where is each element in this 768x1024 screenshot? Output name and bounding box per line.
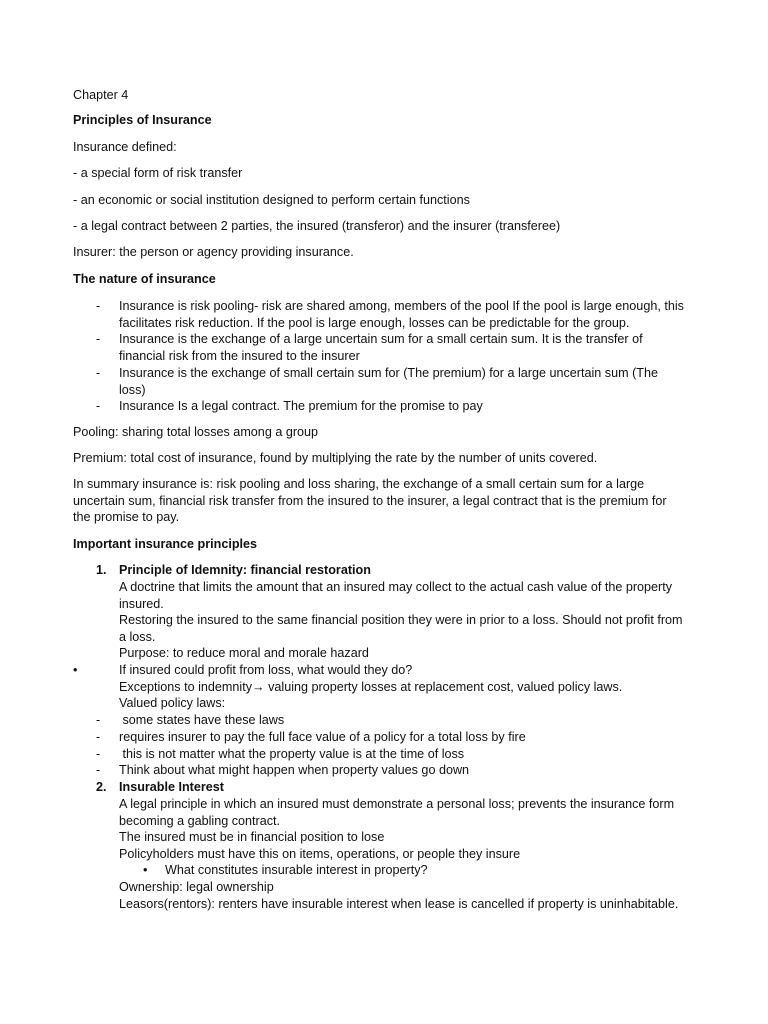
chapter-label: Chapter 4 (73, 88, 129, 102)
premium-definition: Premium: total cost of insurance, found by multiplying the rate by the number of units covered. (73, 451, 598, 465)
principle-line: Purpose: to reduce moral and morale hazard (119, 646, 369, 660)
principle-line: If insured could profit from loss, what would they do? (119, 663, 413, 677)
list-number: 1. (96, 563, 107, 577)
principle-line: Restoring the insured to the same financial position they were in prior to a loss. Should not profit from a loss. (119, 613, 683, 644)
list-dash: - (96, 366, 101, 380)
summary-paragraph: In summary insurance is: risk pooling and loss sharing, the exchange of a small certain sum for a large uncertain sum, financial risk transfer from the insured to the insurer, a legal contract that is the premium for the promise to pay. (73, 477, 667, 524)
list-dash: - (96, 713, 101, 727)
insurer-definition: Insurer: the person or agency providing insurance. (73, 245, 354, 259)
principle-line: Leasors(rentors): renters have insurable interest when lease is cancelled if property is uninhabitable. (119, 897, 679, 911)
valued-item: this is not matter what the property value is at the time of loss (119, 747, 465, 761)
exceptions-line (119, 679, 684, 696)
principle-line: Policyholders must have this on items, operations, or people they insure (119, 847, 521, 861)
nature-item: Insurance is the exchange of small certain sum for (The premium) for a large uncertain sum (The loss) (119, 366, 658, 397)
pooling-definition: Pooling: sharing total losses among a group (73, 425, 319, 439)
principle-line: A legal principle in which an insured must demonstrate a personal loss; prevents the insurance form becoming a gabling contract. (119, 797, 675, 828)
valued-item: some states have these laws (119, 713, 285, 727)
list-dash: - (96, 763, 101, 777)
list-dash: - (96, 332, 101, 346)
principle-line: A doctrine that limits the amount that an insured may collect to the actual cash value of the property insured. (119, 580, 673, 611)
defined-item: - an economic or social institution designed to perform certain functions (73, 193, 470, 207)
defined-item: - a legal contract between 2 parties, the insured (transferor) and the insurer (transferee) (73, 219, 561, 233)
principles-heading: Important insurance principles (73, 537, 258, 551)
nature-item: Insurance is the exchange of a large uncertain sum for a small certain sum. It is the transfer of financial risk from the insured to the insurer (119, 332, 643, 363)
document-title: Principles of Insurance (73, 113, 212, 127)
list-dash: - (96, 747, 101, 761)
bullet-mark: • (143, 863, 148, 877)
list-dash: - (96, 399, 101, 413)
exceptions-label: Exceptions to indemnity (119, 680, 253, 694)
valued-heading: Valued policy laws: (119, 696, 226, 710)
principle-line: The insured must be in financial position to lose (119, 830, 385, 844)
valued-item: requires insurer to pay the full face value of a policy for a total loss by fire (119, 730, 526, 744)
principle-line: Ownership: legal ownership (119, 880, 274, 894)
nature-item: Insurance is risk pooling- risk are shared among, members of the pool If the pool is large enough, this facilitates risk reduction. If the pool is large enough, losses can be predictable for the group. (119, 299, 684, 330)
principle-heading: Insurable Interest (119, 780, 224, 794)
list-number: 2. (96, 780, 107, 794)
list-dash: - (96, 299, 101, 313)
bullet-mark: • (73, 663, 78, 677)
defined-heading: Insurance defined: (73, 140, 177, 154)
list-dash: - (96, 730, 101, 744)
exceptions-text: valuing property losses at replacement cost, valued policy laws. (264, 680, 623, 694)
nature-item: Insurance Is a legal contract. The premium for the promise to pay (119, 399, 483, 413)
nature-heading: The nature of insurance (73, 272, 216, 286)
defined-item: - a special form of risk transfer (73, 166, 243, 180)
principle-line: What constitutes insurable interest in property? (165, 863, 428, 877)
arrow-right-icon: → (252, 680, 265, 694)
valued-item: Think about what might happen when property values go down (119, 763, 470, 777)
principle-heading: Principle of Idemnity: financial restoration (119, 563, 371, 577)
